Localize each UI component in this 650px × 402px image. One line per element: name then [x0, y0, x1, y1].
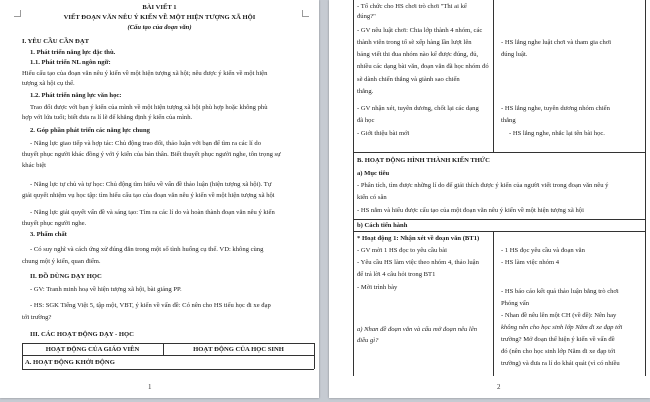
- student-answer-line: đó (nên cho học sinh lớp Năm đi xe đạp tới: [501, 348, 616, 355]
- paragraph-line: - Phân tích, tìm được những lí do để giải thích được ý kiến của người viết trong đoạn văn nêu ý: [357, 182, 609, 189]
- teacher-question-line: điều gì?: [357, 337, 379, 344]
- lesson-subheading: (Cấu tạo của đoạn văn): [127, 24, 192, 31]
- student-answer-line: trường? Mở đoạn thể hiện ý kiến về vấn đề: [501, 336, 615, 343]
- lesson-heading: VIẾT ĐOẠN VĂN NÊU Ý KIẾN VỀ MỘT HIỆN TƯỢNG XÃ HỘI: [63, 14, 256, 21]
- teacher-activity-line: để trả lời 4 câu hỏi trong BT1: [357, 271, 436, 278]
- paragraph-line: - Năng lực tự chủ và tự học: Chủ động tìm hiểu về vấn đề thảo luận (hiện tượng xã hội). Tự: [30, 181, 272, 188]
- document-page-1: [0, 0, 319, 398]
- teacher-activity-line: - GV nhận xét, tuyên dương, chốt lại các dạng: [357, 105, 479, 112]
- table-section-row: B. HOẠT ĐỘNG HÌNH THÀNH KIẾN THỨC: [357, 157, 490, 164]
- paragraph-line: tượng xã hội cụ thể.: [22, 80, 75, 87]
- teacher-activity-line: - Giới thiệu bài mới: [357, 130, 410, 137]
- lesson-title: BÀI VIẾT 1: [142, 4, 177, 11]
- student-answer-line: - Nhan đề nêu lên một CH (về đề): Nên hay: [501, 312, 617, 319]
- paragraph-line: Hiểu cấu tạo của đoạn văn nêu ý kiến về một hiện tượng xã hội; nêu được ý kiến về một hiện: [22, 70, 268, 77]
- table-header-teacher: HOẠT ĐỘNG CỦA GIÁO VIÊN: [45, 346, 140, 353]
- student-answer-line: trường) và đưa ra lí do khái quát (vì có nhiều: [501, 360, 620, 367]
- paragraph-line: thuyết phục người nghe.: [22, 220, 87, 227]
- paragraph-line: khác biệt: [22, 162, 46, 169]
- paragraph-line: Trao đổi được với bạn ý kiến của mình về một hiện tượng xã hội phù hợp hoặc không phù: [30, 104, 268, 111]
- section-heading: III. CÁC HOẠT ĐỘNG DẠY - HỌC: [30, 331, 134, 338]
- teacher-activity-line: đúng?": [357, 13, 376, 20]
- subsection-heading: 3. Phẩm chất: [30, 231, 67, 238]
- teacher-activity-line: nhiều các dạng bài văn, đoạn văn đã học nhóm đó: [357, 63, 489, 70]
- student-activity-line: - HS lắng nghe, tuyên dương nhóm chiến: [501, 105, 610, 112]
- teacher-activity-line: bảng viết thi đua nhóm nào kể được đúng, đủ,: [357, 51, 479, 58]
- student-activity-line: - HS làm việc nhóm 4: [501, 259, 560, 266]
- section-heading: I. YÊU CẦU CẦN ĐẠT: [22, 38, 89, 45]
- subsection-heading: 1. Phát triển năng lực đặc thù.: [30, 49, 116, 56]
- paragraph-line: tới trường?: [22, 314, 52, 321]
- paragraph-line: - HS: SGK Tiếng Việt 5, tập một, VBT, ý kiến về vấn đề: Có nên cho HS tiểu học đi xe đạp: [30, 302, 271, 309]
- paragraph-line: chung một ý kiến, quan điểm.: [22, 258, 101, 265]
- student-activity-line: thắng: [501, 117, 516, 124]
- teacher-activity-line: đã học: [357, 117, 375, 124]
- student-activity-line: đúng luật.: [501, 51, 528, 58]
- teacher-activity-line: - Yêu cầu HS làm việc theo nhóm 4, thảo luận: [357, 259, 479, 266]
- paragraph-line: - GV: Tranh minh hoạ về hiện tượng xã hội, bài giảng PP.: [30, 286, 182, 293]
- subsection-heading: b) Cách tiến hành: [357, 222, 408, 229]
- page-number: 2: [497, 383, 501, 391]
- paragraph-line: thuyết phục người khác đồng ý với ý kiến của bản thân. Biết thuyết phục người nghe, tôn trọng sự: [22, 151, 281, 158]
- subsection-heading: 2. Góp phần phát triển các năng lực chung: [30, 127, 150, 134]
- document-page-2: [329, 0, 650, 398]
- paragraph-line: kiến có sẵn: [357, 194, 387, 201]
- subsection-heading: 1.1. Phát triển NL ngôn ngữ:: [30, 59, 111, 66]
- student-activity-line: - 1 HS đọc yêu cầu và đoạn văn: [501, 247, 585, 254]
- teacher-question-line: a) Nhan đề đoạn văn và cấu mở đoạn nêu lên: [357, 326, 477, 333]
- teacher-activity-line: sẽ dành chiến thắng và giành sao chiến: [357, 76, 460, 83]
- paragraph-line: - Năng lực giao tiếp và hợp tác: Chủ động trao đổi, thảo luận với bạn để tìm ra các lí do: [30, 140, 262, 147]
- student-activity-line: - HS lắng nghe, nhắc lại tên bài học.: [509, 130, 605, 137]
- subsection-heading: a) Mục tiêu: [357, 170, 390, 177]
- student-activity-line: Phỏng vấn: [501, 300, 530, 307]
- student-activity-line: - HS lắng nghe luật chơi và tham gia chơi: [501, 39, 612, 46]
- subsection-heading: 1.2. Phát triển năng lực văn học:: [30, 92, 122, 99]
- section-heading: II. ĐỒ DÙNG DẠY HỌC: [30, 273, 102, 280]
- teacher-activity-line: thành viên trong tổ sẽ xếp hàng lần lượt lên: [357, 39, 472, 46]
- teacher-activity-line: - Tổ chức cho HS chơi trò chơi "Thi ai kể: [357, 3, 467, 10]
- paragraph-line: - HS nắm và hiểu được cấu tạo của một đoạn văn nêu ý kiến về một hiện tượng xã hội: [357, 207, 584, 214]
- paragraph-line: - Năng lực giải quyết vấn đề và sáng tạo: Tìm ra các lí do và hoàn thành đoạn văn nêu ý kiến: [30, 209, 275, 216]
- table-header-student: HOẠT ĐỘNG CỦA HỌC SINH: [193, 346, 284, 353]
- page-number: 1: [148, 383, 152, 391]
- table-section-row: A. HOẠT ĐỘNG KHỞI ĐỘNG: [25, 359, 115, 366]
- teacher-activity-line: thắng.: [357, 88, 374, 95]
- teacher-activity-line: - GV mời 1 HS đọc to yêu cầu bài: [357, 247, 447, 254]
- student-activity-line: - HS báo cáo kết quả thảo luận bằng trò chơi: [501, 288, 619, 295]
- paragraph-line: hợp với lứa tuổi; biết đưa ra lí lẽ để khẳng định ý kiến của mình.: [22, 114, 193, 121]
- student-answer-line: không nên cho học sinh lớp Năm đi xe đạp tới: [501, 324, 623, 331]
- teacher-activity-line: - Mời trình bày: [357, 284, 398, 291]
- paragraph-line: - Có suy nghĩ và cách ứng xử đúng đắn trong một số tình huống cụ thể. VD: không cùng: [30, 246, 264, 253]
- teacher-activity-line: - GV nêu luật chơi: Chia lớp thành 4 nhóm, các: [357, 27, 483, 34]
- paragraph-line: giải quyết nhiệm vụ học tập: tìm hiểu cấu tạo của đoạn văn nêu ý kiến về một hiện tượng xã hội: [22, 192, 275, 199]
- activity-heading: * Hoạt động 1: Nhận xét về đoạn văn (BT1): [357, 235, 480, 242]
